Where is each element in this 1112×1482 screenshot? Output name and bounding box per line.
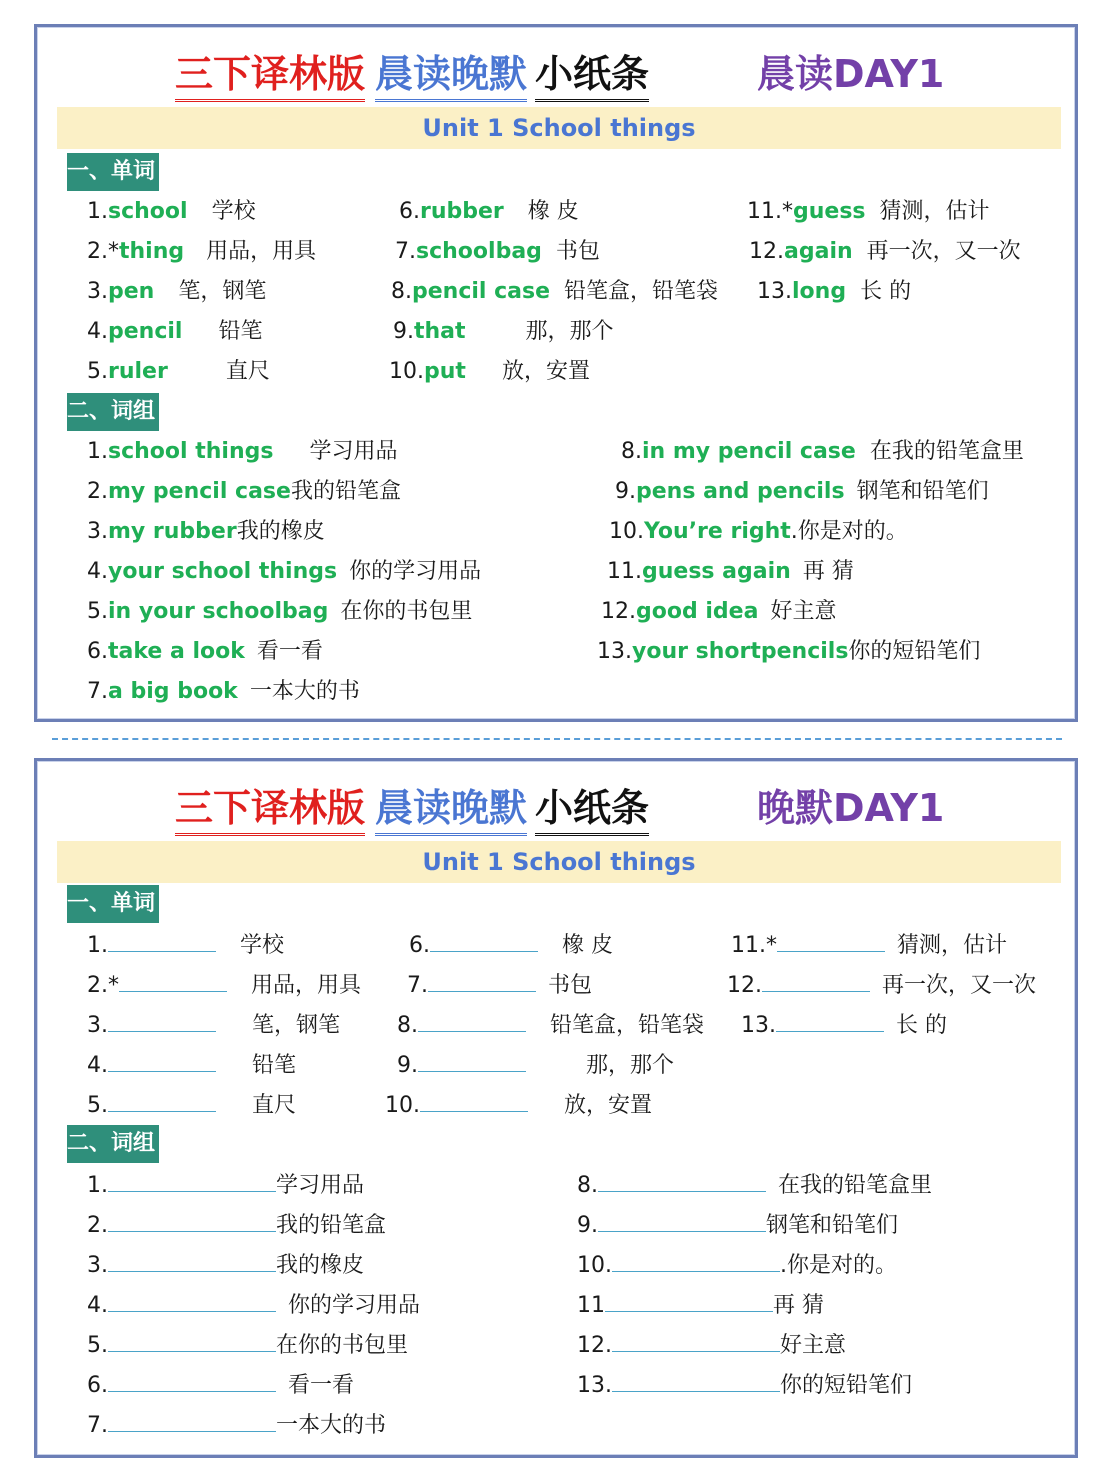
morning-reading-card: [34, 24, 1078, 722]
phrase-blank-item: 2. 我的铅笔盒: [87, 1209, 386, 1241]
answer-blank[interactable]: [430, 929, 538, 952]
word-item: 10.put 放，安置: [389, 359, 590, 384]
word-item: 7.schoolbag 书包: [395, 239, 600, 264]
phrase-item: 11.guess again 再 猜: [607, 559, 854, 584]
word-blank-item: 7. 书包: [407, 969, 592, 1001]
word-blank-item: 6. 橡 皮: [409, 929, 613, 961]
title-part-b: 晨读晚默: [375, 783, 527, 836]
answer-blank[interactable]: [420, 1089, 528, 1112]
phrase-item: 12.good idea 好主意: [601, 599, 837, 624]
phrase-blank-item: 4. 你的学习用品: [87, 1289, 420, 1321]
word-blank-item: 13. 长 的: [741, 1009, 947, 1041]
word-blank-item: 10. 放，安置: [385, 1089, 652, 1121]
title-part-b: 晨读晚默: [375, 49, 527, 102]
phrase-blank-item: 6. 看一看: [87, 1369, 354, 1401]
title-part-a: 三下译林版: [175, 49, 365, 102]
word-blank-item: 11.* 猜测，估计: [731, 929, 1007, 961]
phrase-item: 1.school things 学习用品: [87, 439, 398, 464]
evening-dictation-card: [34, 758, 1078, 1458]
phrase-blank-item: 13. 你的短铅笔们: [577, 1369, 912, 1401]
title-part-c: 小纸条: [535, 49, 649, 102]
phrase-item: 2.my pencil case我的铅笔盒: [87, 479, 401, 504]
answer-blank[interactable]: [776, 1009, 884, 1032]
word-item: 5.ruler 直尺: [87, 359, 270, 384]
word-blank-item: 12. 再一次，又一次: [727, 969, 1036, 1001]
answer-blank[interactable]: [777, 929, 885, 952]
phrase-blank-item: 5. 在你的书包里: [87, 1329, 408, 1361]
phrase-item: 9.pens and pencils 钢笔和铅笔们: [615, 479, 989, 504]
word-blank-item: 5. 直尺: [87, 1089, 296, 1121]
word-blank-item: 8. 铅笔盒，铅笔袋: [397, 1009, 704, 1041]
phrase-blank-item: 10. .你是对的。: [577, 1249, 897, 1281]
answer-blank[interactable]: [418, 1049, 526, 1072]
title-part-c: 小纸条: [535, 783, 649, 836]
word-item: 13.long 长 的: [757, 279, 912, 304]
answer-blank[interactable]: [108, 1209, 276, 1232]
phrase-item: 3.my rubber我的橡皮: [87, 519, 325, 544]
card-title: [37, 783, 1075, 839]
title-part-a: 三下译林版: [175, 783, 365, 836]
answer-blank[interactable]: [108, 929, 216, 952]
phrase-item: 6.take a look 看一看: [87, 639, 323, 664]
answer-blank[interactable]: [428, 969, 536, 992]
answer-blank[interactable]: [598, 1209, 766, 1232]
word-blank-item: 1. 学校: [87, 929, 284, 961]
answer-blank[interactable]: [108, 1089, 216, 1112]
word-item: 2.*thing 用品，用具: [87, 239, 317, 264]
word-item: 3.pen 笔，钢笔: [87, 279, 267, 304]
word-blank-item: 3. 笔，钢笔: [87, 1009, 340, 1041]
section-words-label: 一、单词: [67, 153, 159, 191]
section-phrases-label: 二、词组: [67, 1125, 159, 1163]
word-item: 4.pencil 铅笔: [87, 319, 263, 344]
answer-blank[interactable]: [612, 1249, 780, 1272]
phrase-blank-item: 11 再 猜: [577, 1289, 824, 1321]
answer-blank[interactable]: [108, 1249, 276, 1272]
cut-line-divider: [52, 738, 1062, 740]
answer-blank[interactable]: [108, 1289, 276, 1312]
word-blank-item: 4. 铅笔: [87, 1049, 296, 1081]
phrase-blank-item: 9. 钢笔和铅笔们: [577, 1209, 898, 1241]
word-item: 8.pencil case 铅笔盒，铅笔袋: [391, 279, 719, 304]
word-item: 1.school 学校: [87, 199, 256, 224]
card-title: [37, 49, 1075, 105]
word-blank-item: 9. 那，那个: [397, 1049, 674, 1081]
word-item: 6.rubber 橡 皮: [399, 199, 579, 224]
phrase-blank-item: 12. 好主意: [577, 1329, 846, 1361]
answer-blank[interactable]: [108, 1049, 216, 1072]
unit-heading: Unit 1 School things: [57, 841, 1061, 883]
answer-blank[interactable]: [108, 1169, 276, 1192]
answer-blank[interactable]: [612, 1369, 780, 1392]
phrase-blank-item: 3. 我的橡皮: [87, 1249, 364, 1281]
phrase-item: 8.in my pencil case 在我的铅笔盒里: [621, 439, 1024, 464]
phrase-item: 13.your shortpencils你的短铅笔们: [597, 639, 981, 664]
phrase-item: 7.a big book 一本大的书: [87, 679, 360, 704]
word-item: 9.that 那，那个: [393, 319, 614, 344]
phrase-blank-item: 8. 在我的铅笔盒里: [577, 1169, 932, 1201]
word-item: 11.*guess 猜测，估计: [747, 199, 990, 224]
answer-blank[interactable]: [108, 1009, 216, 1032]
day-label: 晨读DAY1: [757, 52, 945, 96]
answer-blank[interactable]: [598, 1169, 766, 1192]
word-item: 12.again 再一次，又一次: [749, 239, 1021, 264]
phrase-item: 5.in your schoolbag 在你的书包里: [87, 599, 473, 624]
phrase-blank-item: 1. 学习用品: [87, 1169, 364, 1201]
answer-blank[interactable]: [108, 1329, 276, 1352]
day-label: 晚默DAY1: [757, 786, 945, 830]
answer-blank[interactable]: [108, 1409, 276, 1432]
phrase-item: 4.your school things 你的学习用品: [87, 559, 482, 584]
answer-blank[interactable]: [612, 1329, 780, 1352]
phrase-item: 10.You’re right.你是对的。: [609, 519, 908, 544]
section-phrases-label: 二、词组: [67, 393, 159, 431]
answer-blank[interactable]: [762, 969, 870, 992]
unit-heading: Unit 1 School things: [57, 107, 1061, 149]
section-words-label: 一、单词: [67, 885, 159, 923]
answer-blank[interactable]: [119, 969, 227, 992]
answer-blank[interactable]: [605, 1289, 773, 1312]
phrase-blank-item: 7. 一本大的书: [87, 1409, 386, 1441]
word-blank-item: 2.* 用品，用具: [87, 969, 361, 1001]
answer-blank[interactable]: [418, 1009, 526, 1032]
answer-blank[interactable]: [108, 1369, 276, 1392]
